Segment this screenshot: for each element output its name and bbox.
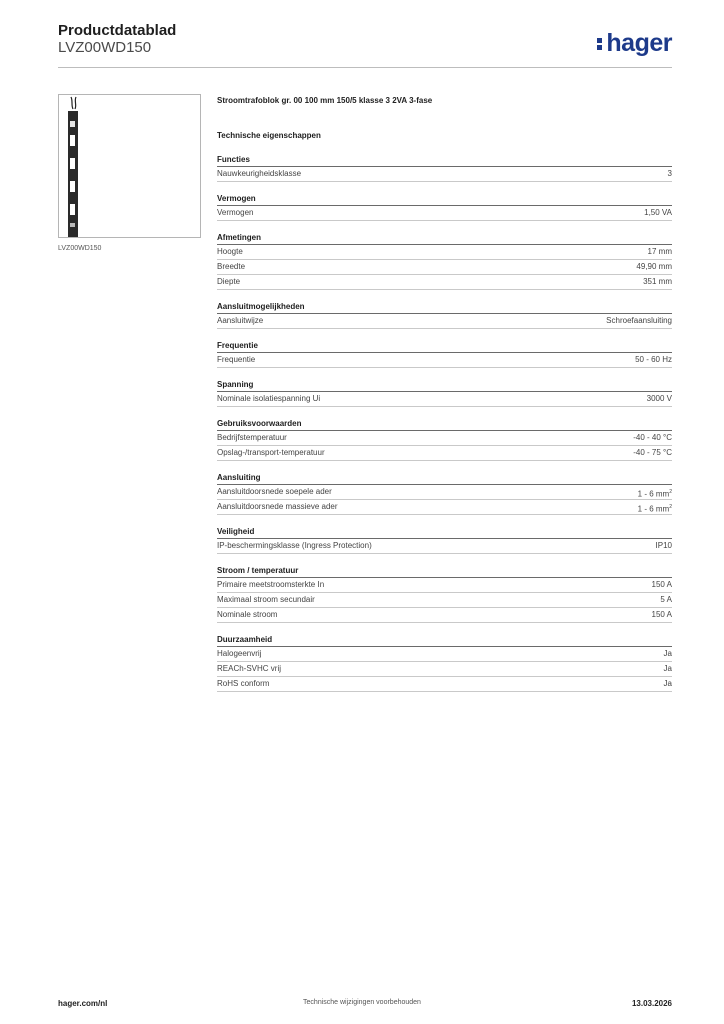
spec-value: 49,90 mm — [636, 262, 672, 271]
footer-date: 13.03.2026 — [631, 999, 672, 1008]
spec-label: RoHS conform — [217, 679, 270, 688]
spec-value-wrap — [643, 275, 672, 289]
spec-group-title: Aansluitmogelijkheden — [217, 300, 672, 314]
spec-row — [217, 206, 672, 221]
spec-group-title: Afmetingen — [217, 231, 672, 245]
spec-value: 1,50 VA — [644, 208, 672, 217]
header-divider — [58, 67, 672, 68]
spec-group — [217, 300, 672, 329]
spec-value-wrap — [638, 485, 672, 499]
spec-value: 17 mm — [647, 247, 672, 256]
spec-groups — [217, 153, 672, 692]
spec-value: -40 - 75 °C — [633, 448, 672, 457]
image-caption: LVZ00WD150 — [58, 245, 102, 252]
spec-row — [217, 578, 672, 593]
spec-row — [217, 353, 672, 368]
spec-group-title: Veiligheid — [217, 525, 672, 539]
spec-label: Aansluitwijze — [217, 316, 264, 325]
spec-label: Frequentie — [217, 355, 256, 364]
spec-label: Halogeenvrij — [217, 649, 262, 658]
spec-row — [217, 593, 672, 608]
spec-content — [217, 96, 672, 692]
spec-value-wrap — [648, 245, 672, 259]
spec-group-title: Frequentie — [217, 339, 672, 353]
spec-row — [217, 677, 672, 692]
spec-value: 351 mm — [643, 277, 672, 286]
footer-website: hager.com/nl — [58, 999, 108, 1008]
spec-value: 150 A — [651, 580, 672, 589]
logo-text: hager — [606, 28, 672, 57]
spec-row — [217, 260, 672, 275]
spec-row — [217, 245, 672, 260]
spec-label: REACh-SVHC vrij — [217, 664, 282, 673]
spec-label: Primaire meetstroomsterkte In — [217, 580, 325, 589]
spec-row — [217, 500, 672, 515]
spec-label: Bedrijfstemperatuur — [217, 433, 287, 442]
spec-value: Ja — [663, 679, 672, 688]
spec-row — [217, 167, 672, 182]
spec-label: Nominale isolatiespanning Ui — [217, 394, 321, 403]
spec-group — [217, 471, 672, 515]
spec-value: 3 — [667, 169, 672, 178]
spec-value: Ja — [663, 664, 672, 673]
spec-row — [217, 314, 672, 329]
spec-row — [217, 662, 672, 677]
spec-value-wrap — [635, 353, 672, 367]
spec-value-wrap — [633, 446, 672, 460]
spec-row — [217, 275, 672, 290]
spec-value-wrap — [668, 167, 672, 181]
spec-value: 3000 V — [646, 394, 672, 403]
spec-group — [217, 378, 672, 407]
product-code: LVZ00WD150 — [58, 39, 152, 56]
spec-value: -40 - 40 °C — [633, 433, 672, 442]
spec-value: IP10 — [655, 541, 672, 550]
spec-label: Nominale stroom — [217, 610, 278, 619]
spec-value: Schroefaansluiting — [606, 316, 672, 325]
spec-value: Ja — [663, 649, 672, 658]
spec-value-wrap — [664, 647, 672, 661]
spec-value-wrap — [633, 431, 672, 445]
page-title: Productdatablad — [58, 22, 177, 39]
spec-value-wrap — [636, 260, 672, 274]
spec-group — [217, 192, 672, 221]
spec-label: Hoogte — [217, 247, 243, 256]
spec-row — [217, 431, 672, 446]
spec-value: 1 - 6 mm — [637, 504, 670, 514]
spec-group — [217, 633, 672, 692]
product-image — [58, 94, 201, 238]
spec-group-title: Vermogen — [217, 192, 672, 206]
spec-group-title: Stroom / temperatuur — [217, 564, 672, 578]
spec-value-wrap — [638, 500, 672, 514]
spec-row — [217, 485, 672, 500]
spec-group-title: Aansluiting — [217, 471, 672, 485]
spec-value: 50 - 60 Hz — [635, 355, 672, 364]
spec-value-wrap — [656, 539, 672, 553]
hager-logo — [595, 30, 672, 56]
spec-label: IP-beschermingsklasse (Ingress Protection) — [217, 541, 372, 550]
spec-label: Breedte — [217, 262, 246, 271]
spec-label: Opslag-/transport-temperatuur — [217, 448, 325, 457]
logo-dots-icon — [595, 34, 606, 52]
spec-label: Maximaal stroom secundair — [217, 595, 315, 604]
spec-value: 1 - 6 mm — [637, 489, 670, 499]
spec-group — [217, 525, 672, 554]
spec-value: 5 A — [660, 595, 672, 604]
current-transformer-block-image — [59, 95, 200, 237]
spec-label: Aansluitdoorsnede soepele ader — [217, 487, 332, 496]
spec-group-title: Gebruiksvoorwaarden — [217, 417, 672, 431]
spec-row — [217, 539, 672, 554]
spec-row — [217, 392, 672, 407]
spec-value: 150 A — [651, 610, 672, 619]
spec-group — [217, 417, 672, 461]
spec-value-wrap — [644, 206, 672, 220]
spec-value-wrap — [664, 662, 672, 676]
spec-value-wrap — [660, 593, 672, 607]
spec-group-title: Functies — [217, 153, 672, 167]
spec-value-wrap — [664, 677, 672, 691]
spec-value-wrap — [606, 314, 672, 328]
spec-group — [217, 339, 672, 368]
spec-group-title: Duurzaamheid — [217, 633, 672, 647]
spec-row — [217, 647, 672, 662]
spec-label: Aansluitdoorsnede massieve ader — [217, 502, 338, 511]
spec-label: Vermogen — [217, 208, 254, 217]
spec-group — [217, 564, 672, 623]
spec-value-wrap — [647, 392, 672, 406]
spec-row — [217, 608, 672, 623]
spec-label: Diepte — [217, 277, 241, 286]
spec-row — [217, 446, 672, 461]
spec-value-wrap — [652, 578, 672, 592]
spec-group — [217, 231, 672, 290]
spec-value-superscript: 2 — [669, 489, 672, 495]
spec-label: Nauwkeurigheidsklasse — [217, 169, 302, 178]
spec-value-superscript: 2 — [669, 504, 672, 510]
spec-value-wrap — [652, 608, 672, 622]
spec-group — [217, 153, 672, 182]
product-description: Stroomtrafoblok gr. 00 100 mm 150/5 klasse 3 2VA 3-fase — [217, 96, 433, 105]
footer-disclaimer: Technische wijzigingen voorbehouden — [303, 999, 421, 1006]
section-title: Technische eigenschappen — [217, 131, 321, 140]
spec-group-title: Spanning — [217, 378, 672, 392]
